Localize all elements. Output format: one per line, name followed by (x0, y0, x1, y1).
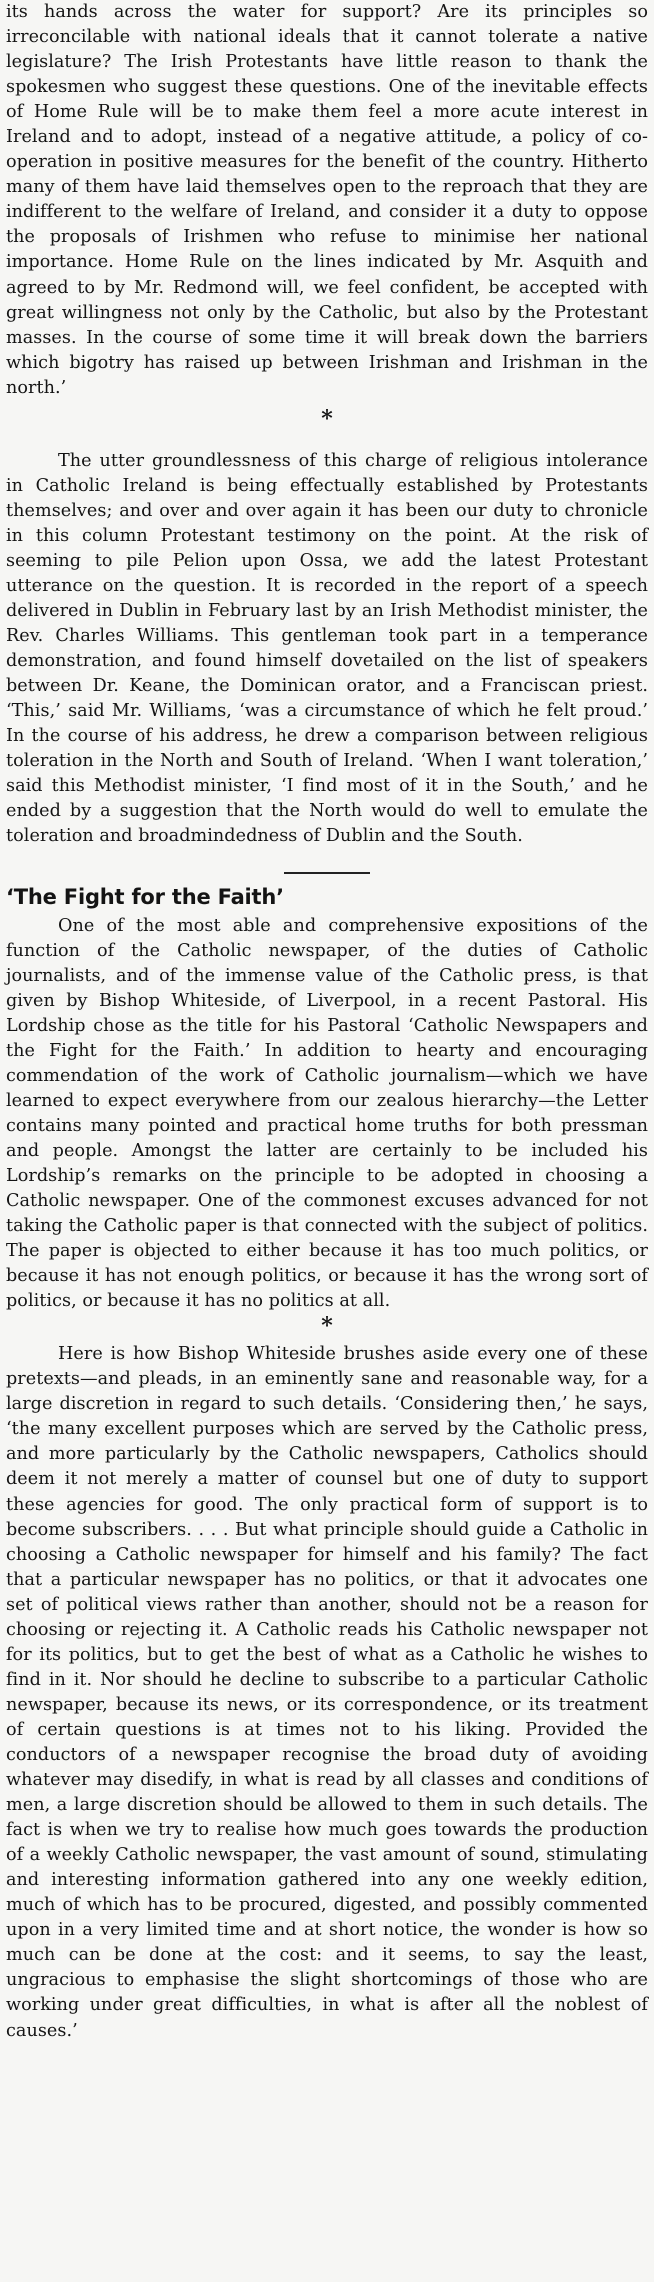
section-divider (284, 872, 370, 874)
paragraph-separator: * (321, 1313, 333, 1340)
article-paragraph: The utter groundlessness of this charge of religious intolerance in Catholic Ireland is being effectually established by Protestants themselves; and over and over again it has been our duty to chronicle in this column Protestant testimony on the point. At the risk of seeming to pile Pelion upon Ossa, we add the latest Protestant utterance on the question. It is recorded in the report of a speech delivered in Dublin in February last by an Irish Methodist minister, the Rev. Charles Williams. This gentleman took part in a temperance demonstration, and found himself dovetailed on the list of speakers between Dr. Keane, the Dominican orator, and a Franciscan priest. ‘This,’ said Mr. Williams, ‘was a circumstance of which he felt proud.’ In the course of his address, he drew a comparison between religious toleration in the North and South of Ireland. ‘When I want toleration,’ said this Methodist minister, ‘I find most of it in the South,’ and he ended by a suggestion that the North would do well to emulate the toleration and broadmindedness of Dublin and the South. (6, 450, 648, 847)
paragraph-separator: * (321, 405, 333, 432)
article-paragraph: One of the most able and comprehensive expositions of the function of the Catholic newspaper, of the duties of Catholic journalists, and of the immense value of the Catholic press, is that given by Bishop Whiteside, of Liverpool, in a recent Pastoral. His Lordship chose as the title for his Pastoral ‘Catholic Newspapers and the Fight for the Faith.’ In addition to hearty and encouraging commendation of the work of Catholic journalism—which we have learned to expect everywhere from our zealous hierarchy—the Letter contains many pointed and practical home truths for both pressman and people. Amongst the latter are certainly to be included his Lordship’s remarks on the principle to be adopted in choosing a Catholic newspaper. One of the commonest excuses advanced for not taking the Catholic paper is that connected with the subject of politics. The paper is objected to either because it has too much politics, or because it has not enough politics, or because it has the wrong sort of politics, or because it has no politics at all. (6, 915, 648, 1312)
section-heading: ‘The Fight for the Faith’ (6, 884, 284, 909)
article-paragraph: its hands across the water for support? Are its principles so irreconcilable with national ideals that it cannot tolerate a native legislature? The Irish Protestants have little reason to thank the spokesmen who suggest these questions. One of the inevitable effects of Home Rule will be to make them feel a more acute interest in Ireland and to adopt, instead of a negative attitude, a policy of co-operation in positive measures for the benefit of the country. Hitherto many of them have laid themselves open to the reproach that they are indifferent to the welfare of Ireland, and consider it a duty to oppose the proposals of Irishmen who refuse to minimise her national importance. Home Rule on the lines indicated by Mr. Asquith and agreed to by Mr. Redmond will, we feel confident, be accepted with great willingness not only by the Catholic, but also by the Protestant masses. In the course of some time it will break down the barriers which bigotry has raised up between Irishman and Irishman in the north.’ (6, 2, 648, 398)
article-paragraph: Here is how Bishop Whiteside brushes aside every one of these pretexts—and pleads, in an eminently sane and reasonable way, for a large discretion in regard to such details. ‘Considering then,’ he says, ‘the many excellent purposes which are served by the Catholic press, and more particularly by the Catholic newspapers, Catholics should deem it not merely a matter of counsel but one of duty to support these agencies for good. The only practical form of support is to become subscribers. . . . But what principle should guide a Catholic in choosing a Catholic newspaper for himself and his family? The fact that a particular newspaper has no politics, or that it advocates one set of political views rather than another, should not be a reason for choosing or rejecting it. A Catholic reads his Catholic newspaper not for its politics, but to get the best of what as a Catholic he wishes to find in it. Nor should he decline to subscribe to a particular Catholic newspaper, because its news, or its correspondence, or its treatment of certain questions is at times not to his liking. Provided the conductors of a newspaper recognise the broad duty of avoiding whatever may disedify, in what is read by all classes and conditions of men, a large discretion should be allowed to them in such details. The fact is when we try to realise how much goes towards the production of a weekly Catholic newspaper, the vast amount of sound, stimulating and interesting information gathered into any one weekly edition, much of which has to be procured, digested, and possibly commented upon in a very limited time and at short notice, the wonder is how so much can be done at the cost: and it seems, to say the least, ungracious to emphasise the slight shortcomings of those who are working under great difficulties, in what is after all the noblest of causes.’ (6, 1344, 648, 2041)
